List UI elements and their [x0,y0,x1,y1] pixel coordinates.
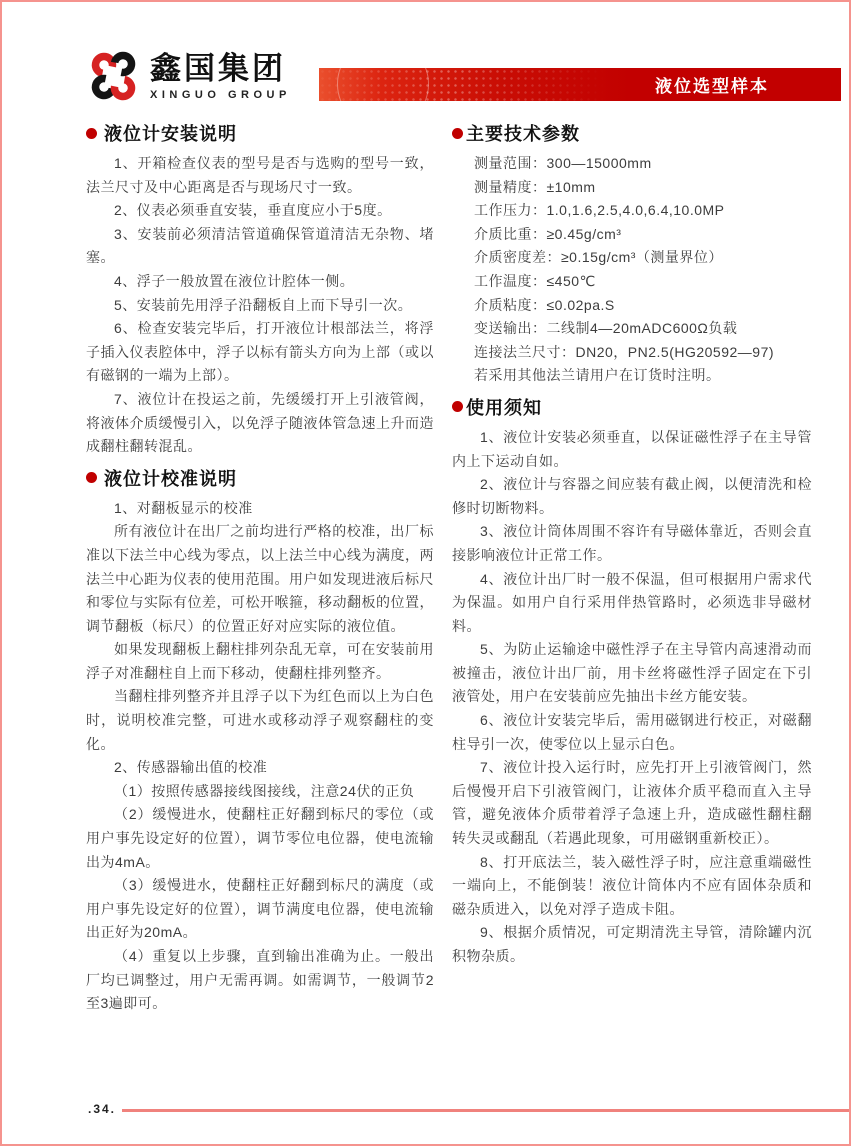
paragraph: 2、传感器输出值的校准 [114,759,268,776]
tech-param-row: 变送输出：二线制4—20mADC600Ω负载 [474,320,738,337]
paragraph: 3、安装前必须清洁管道确保管道清洁无杂物、堵塞。 [86,225,434,266]
note-paragraph: 3、液位计筒体周围不容许有导磁体靠近，否则会直接影响液位计正常工作。 [452,523,812,563]
tech-param-row: 介质粘度：≤0.02pa.S [474,296,615,313]
paragraph: （2）缓慢进水，使翻柱正好翻到标尺的零位（或用户事先设定好的位置），调节零位电位器，使电流输出为4mA。 [86,806,434,870]
logo-text [150,53,291,101]
bullet-dot-icon [86,128,97,139]
company-name-cn: 鑫国集团 [150,51,286,87]
header-banner [319,68,841,101]
note-paragraph: 2、液位计与容器之间应装有截止阀，以便清洗和检修时切断物料。 [452,476,812,516]
note-paragraph: 4、液位计出厂时一般不保温，但可根据用户需求代为保温。如用户自行采用伴热管路时，必须选非导磁材料。 [452,570,812,634]
paragraph: 1、对翻板显示的校准 [114,499,253,516]
footer-rule [122,1109,849,1112]
section-title: 液位计校准说明 [104,468,237,489]
section-title: 使用须知 [466,397,542,418]
section-heading-usage-notes [452,394,812,420]
paragraph: 7、液位计在投运之前，先缓缓打开上引液管阀，将液体介质缓慢引入，以免浮子随液体管急速上升而造成翻柱翻转混乱。 [86,390,434,455]
paragraph: 6、检查安装完毕后，打开液位计根部法兰，将浮子插入仪表腔体中，浮子以标有箭头方向为上部（或以有磁钢的一端为上部）。 [86,320,434,384]
pinwheel-logo-icon [88,50,140,104]
note-paragraph: 5、为防止运输途中磁性浮子在主导管内高速滑动而被撞击，液位计出厂前，用卡丝将磁性浮子固定在下引液管处，用户在安装前应先抽出卡丝方能安装。 [452,641,812,705]
paragraph: 当翻柱排列整齐并且浮子以下为红色而以上为白色时，说明校准完整，可进水或移动浮子观察翻柱的变化。 [86,688,434,752]
tech-param-row: 连接法兰尺寸：DN20，PN2.5(HG20592—97) [474,343,775,360]
right-column [452,114,812,1016]
tech-param-row: 工作温度：≤450℃ [474,272,596,289]
company-logo [88,50,291,104]
section-heading-tech-params [452,120,812,146]
bullet-dot-icon [86,472,97,483]
tech-param-row: 若采用其他法兰请用户在订货时注明。 [474,367,721,384]
paragraph: 2、仪表必须垂直安装，垂直度应小于5度。 [114,202,392,219]
section-title: 主要技术参数 [466,124,580,144]
bullet-dot-icon [452,401,463,412]
page-footer [2,1102,849,1118]
note-paragraph: 9、根据介质情况，可定期清洗主导管，清除罐内沉积物杂质。 [452,924,812,964]
paragraph: 1、开箱检查仪表的型号是否与选购的型号一致，法兰尺寸及中心距离是否与现场尺寸一致。 [86,155,434,195]
section-heading-calibration [86,465,434,491]
paragraph: （4）重复以上步骤，直到输出准确为止。一般出厂均已调整过，用户无需再调。如需调节，一般调节2至3遍即可。 [86,948,434,1012]
paragraph: （3）缓慢进水，使翻柱正好翻到标尺的满度（或用户事先设定好的位置），调节满度电位器，使电流输出正好为20mA。 [86,877,434,941]
page-header [2,2,849,104]
note-paragraph: 7、液位计投入运行时，应先打开上引液管阀门，然后慢慢开启下引液管阀门，让液体介质平稳而直入主导管，避免液体介质带着浮子急速上升，造成磁性翻柱翻转失灵或翻乱（若遇此现象，可用磁钢重新校正）。 [452,759,812,847]
company-name-en: XINGUO GROUP [150,88,291,101]
paragraph: （1）按照传感器接线图接线，注意24伏的正负 [114,782,415,799]
left-column [86,114,434,1016]
tech-param-row: 介质比重：≥0.45g/cm³ [474,225,622,242]
section-title: 液位计安装说明 [104,124,237,144]
paragraph: 4、浮子一般放置在液位计腔体一侧。 [114,272,355,289]
note-paragraph: 6、液位计安装完毕后，需用磁钢进行校正，对磁翻柱导引一次，使零位以上显示白色。 [452,712,812,752]
tech-param-row: 介质密度差：≥0.15g/cm³（测量界位） [474,249,723,266]
tech-param-row: 测量精度：±10mm [474,178,596,195]
paragraph: 所有液位计在出厂之前均进行严格的校准，出厂标准以下法兰中心线为零点，以上法兰中心线为满度，两法兰中心距为仪表的使用范围。用户如发现进液后标尺和零位与实际有位差，可松开喉箍，移动翻板的位置，调节翻板（标尺）的位置正好对应实际的液位值。 [86,523,434,634]
paragraph: 如果发现翻板上翻柱排列杂乱无章，可在安装前用浮子对准翻柱自上而下移动，使翻柱排列整齐。 [86,641,434,681]
section-heading-install [86,120,434,146]
banner-title: 液位选型样本 [655,77,769,96]
tech-param-row: 测量范围：300—15000mm [474,155,652,171]
note-paragraph: 1、液位计安装必须垂直，以保证磁性浮子在主导管内上下运动自如。 [452,428,812,469]
page-number: .34. [88,1102,117,1116]
tech-param-row: 工作压力：1.0,1.6,2.5,4.0,6.4,10.0MP [474,202,725,219]
bullet-dot-icon [452,128,463,139]
content-columns [2,104,849,1016]
note-paragraph: 8、打开底法兰，装入磁性浮子时，应注意重端磁性一端向上，不能倒装！液位计筒体内不应有固体杂质和磁杂质进入，以免对浮子造成卡阻。 [452,853,812,917]
paragraph: 5、安装前先用浮子沿翻板自上而下导引一次。 [114,296,413,313]
